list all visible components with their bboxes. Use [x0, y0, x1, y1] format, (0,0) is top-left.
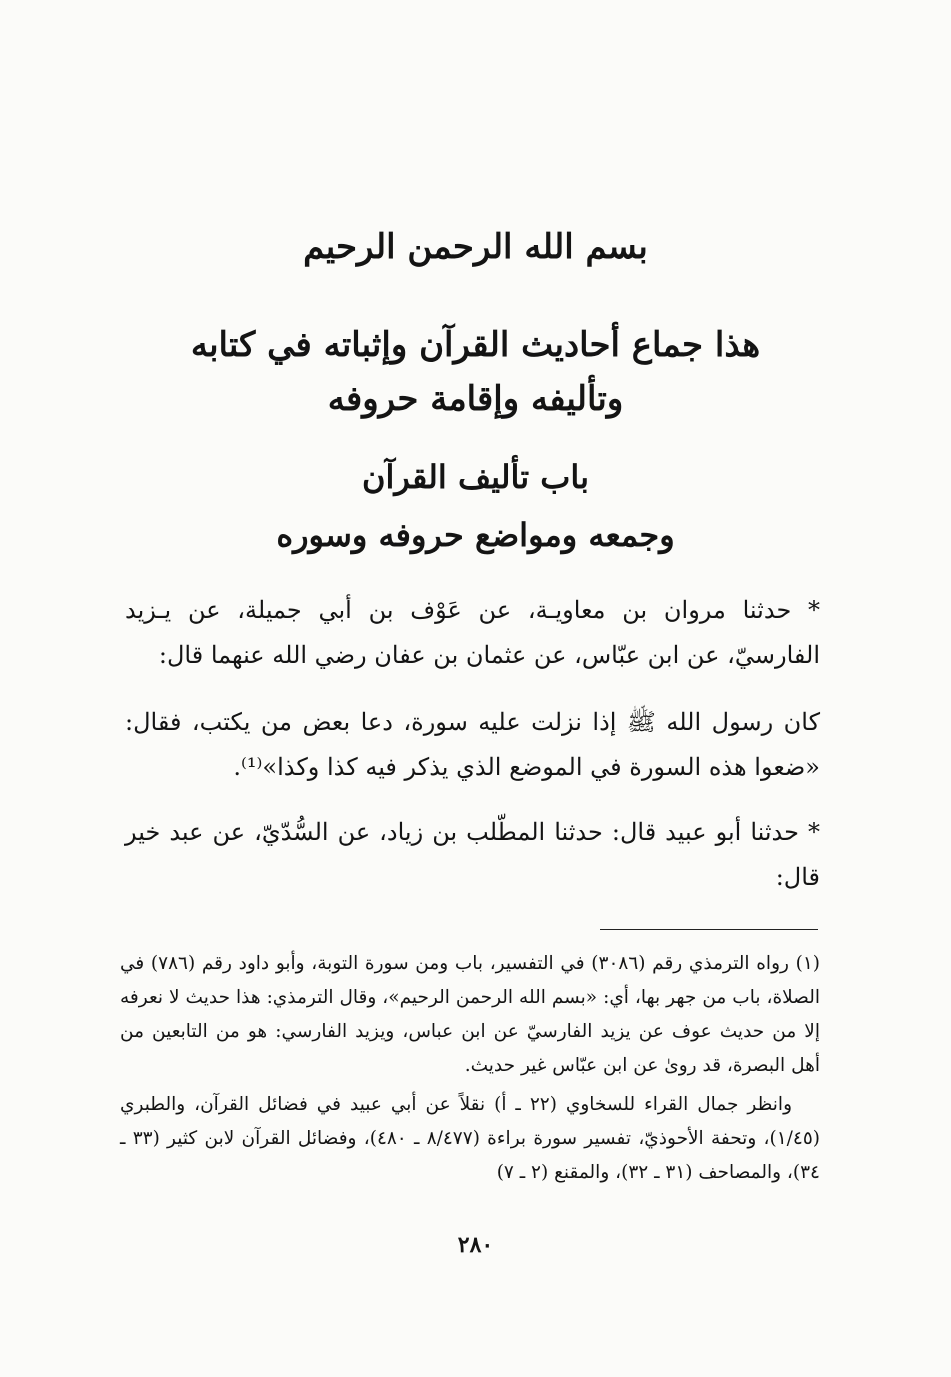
paragraph-hadith: كان رسول الله ﷺ إذا نزلت عليه سورة، دعا بعض من يكتب، فقال: «ضعوا هذه السورة في الموضع الذي يذكر فيه كذا وكذا»⁽¹⁾.: [125, 708, 820, 781]
footnote-1-continued: وانظر جمال القراء للسخاوي (٢٢ ـ أ) نقلاً عن أبي عبيد في فضائل القرآن، والطبري (١/٤٥)، وتحفة الأحوذيّ، تفسير سورة براءة (٨/٤٧٧ ـ ٤٨٠)، وفضائل القرآن لابن كثير (٣٣ ـ ٣٤)، والمصاحف (٣١ ـ ٣٢)، والمقنع (٢ ـ ٧): [120, 1094, 820, 1183]
paragraph-isnad-1: * حدثنا مروان بن معاويـة، عن عَوْف بن أبي جميلة، عن يـزيد الفارسيّ، عن ابن عبّاس، عن عثمان بن عفان رضي الله عنهما قال:: [125, 596, 820, 669]
footnote-separator: [600, 929, 818, 930]
book-title: [0, 318, 951, 426]
chapter-title: [0, 448, 951, 564]
paragraph-isnad-2: * حدثنا أبو عبيد قال: حدثنا المطّلب بن زياد، عن السُّدّيّ، عن عبد خير قال:: [125, 818, 820, 891]
footnotes: [120, 947, 820, 1190]
page-number: ٢٨٠: [457, 1232, 494, 1258]
chapter-title-line-1: باب تأليف القرآن: [361, 458, 590, 496]
book-title-line-2: وتأليفه وإقامة حروفه: [327, 379, 624, 419]
footnote-1: (١) رواه الترمذي رقم (٣٠٨٦) في التفسير، باب ومن سورة التوبة، وأبو داود رقم (٧٨٦) في الصلاة، باب من جهر بها، أي: «بسم الله الرحمن الرحيم»، وقال الترمذي: هذا حديث لا نعرفه إلا من حديث عوف عن يزيد الفارسيّ عن ابن عباس، ويزيد الفارسي: هو من التابعين من أهل البصرة، قد روىٰ عن ابن عبّاس غير حديث.: [120, 953, 820, 1076]
basmala: بسم الله الرحمن الرحيم: [303, 227, 648, 267]
book-title-line-1: هذا جماع أحاديث القرآن وإثباته في كتابه: [190, 325, 761, 365]
chapter-title-line-2: وجمعه ومواضع حروفه وسوره: [276, 516, 675, 554]
